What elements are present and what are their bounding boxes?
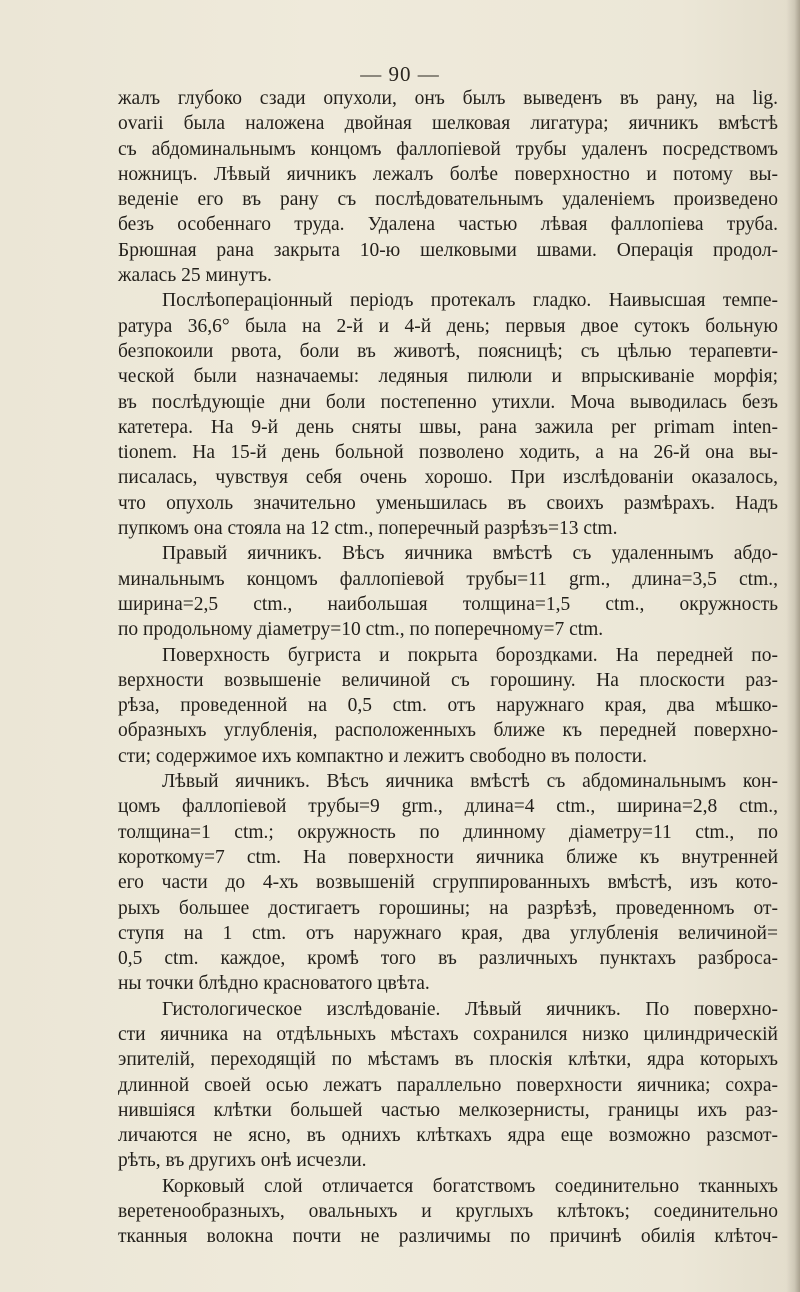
text-line: верхности возвышеніе величиной съ горошину. На плоскости раз- — [118, 669, 778, 691]
text-line: жалась 25 минутъ. — [118, 265, 272, 287]
text-line: ступя на 1 ctm. отъ наружнаго края, два углубленія величиной= — [118, 922, 778, 944]
text-line: безъ особеннаго труда. Удалена частью лѣвая фаллопіева труба. — [118, 214, 778, 236]
text-line: Гистологическое изслѣдованіе. Лѣвый яичникъ. По поверхно- — [162, 998, 778, 1020]
page-edge-shadow — [786, 0, 800, 1292]
text-line: длинной своей осью лежатъ параллельно поверхности яичника; сохра- — [118, 1074, 778, 1096]
text-line: образныхъ углубленія, расположенныхъ ближе къ передней поверхно- — [118, 720, 778, 742]
text-line: ческой были назначаемы: ледяныя пилюли и впрыскиваніе морфія; — [118, 366, 778, 388]
text-line: эпителій, переходящій по мѣстамъ въ плоскія клѣтки, ядра которыхъ — [118, 1049, 778, 1071]
text-line: его части до 4-хъ возвышеній сгруппированныхъ вмѣстѣ, изъ кото- — [118, 872, 778, 894]
text-line: пупкомъ она стояла на 12 ctm., поперечный разрѣзъ=13 ctm. — [118, 518, 618, 540]
text-line: Брюшная рана закрыта 10-ю шелковыми швами. Операція продол- — [118, 239, 778, 261]
text-line: тканныя волокна почти не различимы по причинѣ обилія клѣточ- — [118, 1226, 778, 1248]
text-line: Поверхность бугриста и покрыта бороздками. На передней по- — [162, 644, 778, 666]
body-text — [118, 86, 778, 1250]
text-line: рыхъ большее достигаетъ горошины; на разрѣзѣ, проведенномъ от- — [118, 897, 778, 919]
text-line: рѣть, въ другихъ онѣ исчезли. — [118, 1150, 367, 1172]
text-line: нившіяся клѣтки большей частью мелкозернисты, границы ихъ раз- — [118, 1099, 778, 1121]
text-line: писалась, чувствуя себя очень хорошо. При изслѣдованіи оказалось, — [118, 467, 778, 489]
text-line: жалъ глубоко сзади опухоли, онъ былъ выведенъ въ рану, на lig. — [118, 88, 778, 109]
text-line: Корковый слой отличается богатствомъ соединительно тканныхъ — [162, 1175, 778, 1197]
text-line: катетера. На 9-й день сняты швы, рана зажила per primam inten- — [118, 416, 778, 438]
text-line: цомъ фаллопіевой трубы=9 grm., длина=4 ctm., ширина=2,8 ctm., — [118, 796, 778, 818]
text-line: по продольному діаметру=10 ctm., по поперечному=7 ctm. — [118, 619, 604, 641]
text-line: безпокоили рвота, боли въ животѣ, поясницѣ; съ цѣлью терапевти- — [118, 340, 778, 362]
text-line: личаются не ясно, въ однихъ клѣткахъ ядра еще возможно разсмот- — [118, 1125, 778, 1147]
text-line: съ абдоминальнымъ концомъ фаллопіевой трубы удаленъ посредствомъ — [118, 138, 778, 160]
text-line: Лѣвый яичникъ. Вѣсъ яичника вмѣстѣ съ абдоминальнымъ кон- — [162, 771, 778, 793]
text-line: толщина=1 ctm.; окружность по длинному діаметру=11 ctm., по — [118, 821, 778, 843]
text-line: въ послѣдующіе дни боли постепенно утихли. Моча выводилась безъ — [118, 391, 778, 413]
text-line: минальнымъ концомъ фаллопіевой трубы=11 grm., длина=3,5 ctm., — [118, 568, 778, 590]
text-line: что опухоль значительно уменьшилась въ своихъ размѣрахъ. Надъ — [118, 492, 778, 514]
text-line: сти яичника на отдѣльныхъ мѣстахъ сохранился низко цилиндрическій — [118, 1023, 778, 1045]
text-line: веденіе его въ рану съ послѣдовательнымъ удаленіемъ произведено — [118, 189, 778, 211]
page-number: — 90 — — [360, 62, 440, 86]
text-line: веретенообразныхъ, овальныхъ и круглыхъ клѣтокъ; соединительно — [118, 1201, 778, 1223]
text-line: Правый яичникъ. Вѣсъ яичника вмѣстѣ съ удаленнымъ абдо- — [162, 543, 778, 565]
text-line: tionem. На 15-й день больной позволено ходить, а на 26-й она вы- — [118, 442, 778, 464]
text-line: сти; содержимое ихъ компактно и лежитъ свободно въ полости. — [118, 745, 648, 767]
text-line: 0,5 ctm. каждое, кромѣ того въ различныхъ пунктахъ разброса- — [118, 948, 778, 970]
text-line: ovarii была наложена двойная шелковая лигатура; яичникъ вмѣстѣ — [118, 113, 778, 135]
text-line: ширина=2,5 ctm., наибольшая толщина=1,5 ctm., окружность — [118, 593, 778, 615]
text-line: ны точки блѣдно красноватого цвѣта. — [118, 973, 430, 995]
text-line: короткому=7 ctm. На поверхности яичника ближе къ внутренней — [118, 846, 778, 868]
text-line: Послѣопераціонный періодъ протекалъ гладко. Наивысшая темпе- — [162, 290, 778, 312]
text-line: рѣза, проведенной на 0,5 ctm. отъ наружнаго края, два мѣшко- — [118, 695, 778, 717]
text-line: ножницъ. Лѣвый яичникъ лежалъ болѣе поверхностно и потому вы- — [118, 163, 778, 185]
text-line: ратура 36,6° была на 2-й и 4-й день; первыя двое сутокъ больную — [118, 315, 778, 337]
